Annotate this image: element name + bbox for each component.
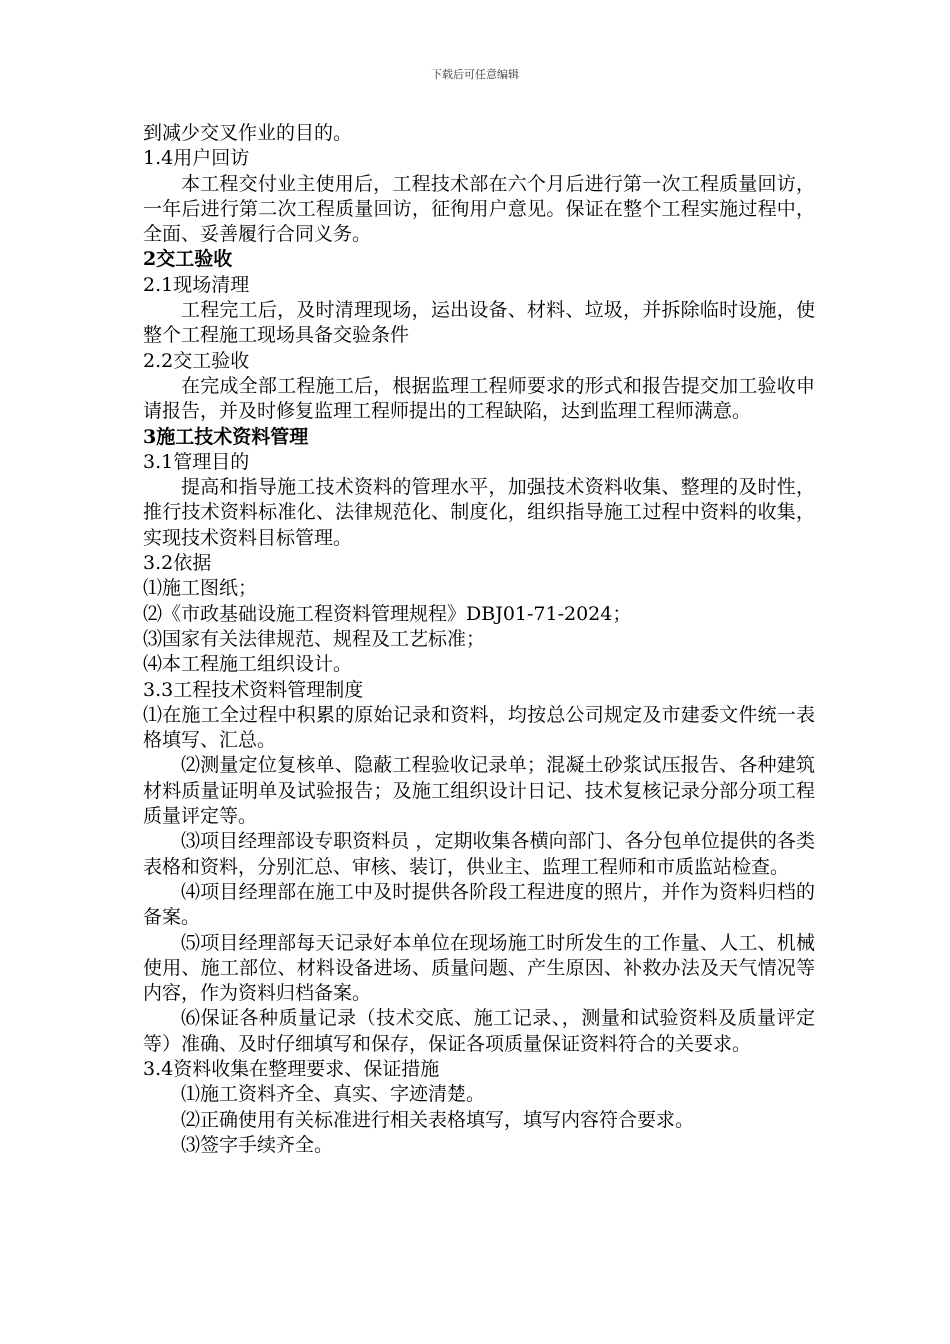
list-item-3-3-4: ⑷项目经理部在施工中及时提供各阶段工程进度的照片，并作为资料归档的备案。 [143, 880, 815, 929]
paragraph-3-1: 提高和指导施工技术资料的管理水平，加强技术资料收集、整理的及时性，推行技术资料标准化、法律规范化、制度化，组织指导施工过程中资料的收集，实现技术资料目标管理。 [143, 476, 815, 549]
page-header: 下载后可任意编辑 [431, 68, 519, 81]
paragraph-2-2: 在完成全部工程施工后，根据监理工程师要求的形式和报告提交加工验收申请报告，并及时修复监理工程师提出的工程缺陷，达到监理工程师满意。 [143, 374, 815, 423]
heading-3-3: 3.3工程技术资料管理制度 [143, 678, 364, 701]
document-body [143, 121, 815, 1158]
list-item-3-2-4: ⑷本工程施工组织设计。 [143, 653, 353, 676]
heading-3-1: 3.1管理目的 [143, 450, 250, 473]
heading-2-2: 2.2交工验收 [143, 349, 250, 372]
heading-3-4: 3.4资料收集在整理要求、保证措施 [143, 1057, 440, 1080]
list-item-3-4-1: ⑴施工资料齐全、真实、字迹清楚。 [181, 1083, 486, 1106]
heading-2-1: 2.1现场清理 [143, 273, 250, 296]
list-item-3-3-6: ⑹保证各种质量记录（技术交底、施工记录、，测量和试验资料及质量评定等）准确、及时仔细填写和保存，保证各项质量保证资料符合的关要求。 [143, 1007, 815, 1055]
list-item-3-3-5: ⑸项目经理部每天记录好本单位在现场施工时所发生的工作量、人工、机械使用、施工部位、材料设备进场、质量问题、产生原因、补救办法及天气情况等内容，作为资料归档备案。 [143, 931, 815, 1005]
list-item-3-2-3: ⑶国家有关法律规范、规程及工艺标准； [143, 627, 486, 650]
list-item-3-4-3: ⑶签字手续齐全。 [181, 1133, 334, 1156]
paragraph-continued: 到减少交叉作业的目的。 [143, 122, 353, 144]
list-item-3-3-3: ⑶项目经理部设专职资料员 ，定期收集各横向部门、各分包单位提供的各类表格和资料，分别汇总、审核、装订，供业主、监理工程师和市质监站检查。 [143, 830, 815, 878]
paragraph-1-4: 本工程交付业主使用后，工程技术部在六个月后进行第一次工程质量回访，一年后进行第二次工程质量回访，征徇用户意见。保证在整个工程实施过程中，全面、妥善履行合同义务。 [143, 172, 815, 246]
heading-1-4: 1.4用户回访 [143, 147, 250, 170]
heading-3-2: 3.2依据 [143, 552, 212, 575]
paragraph-2-1: 工程完工后，及时清理现场，运出设备、材料、垃圾，并拆除临时设施，使整个工程施工现场具备交验条件 [143, 299, 815, 347]
list-item-3-4-2: ⑵正确使用有关标准进行相关表格填写，填写内容符合要求。 [181, 1108, 695, 1131]
list-item-3-2-1: ⑴施工图纸； [143, 577, 258, 600]
list-item-3-2-2: ⑵《市政基础设施工程资料管理规程》DBJ01-71-2024； [143, 602, 632, 625]
list-item-3-3-1: ⑴在施工全过程中积累的原始记录和资料，均按总公司规定及市建委文件统一表格填写、汇总。 [143, 703, 815, 752]
heading-2: 2交工验收 [143, 248, 233, 271]
list-item-3-3-2: ⑵测量定位复核单、隐蔽工程验收记录单；混凝土砂浆试压报告、各种建筑材料质量证明单及试验报告；及施工组织设计日记、技术复核记录分部分项工程质量评定等。 [143, 754, 815, 828]
heading-3: 3施工技术资料管理 [143, 425, 309, 448]
